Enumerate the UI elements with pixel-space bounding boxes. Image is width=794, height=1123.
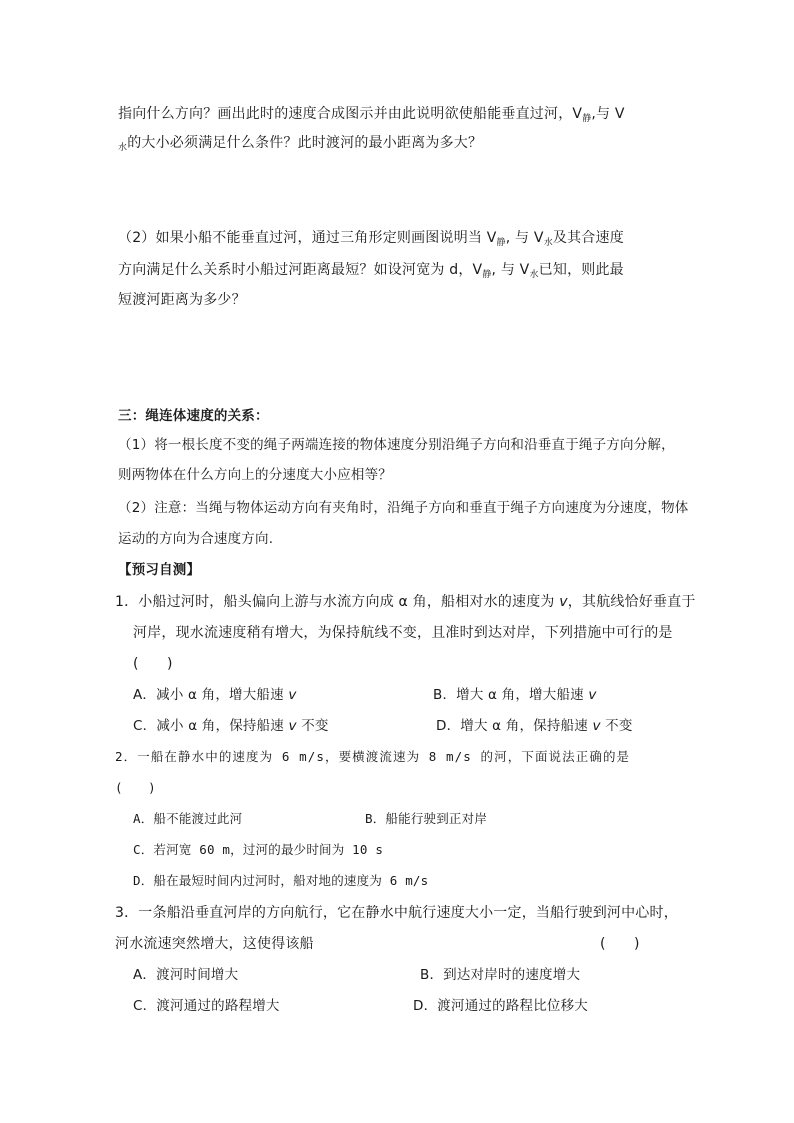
text-line: 短渡河距离为多少？	[118, 292, 246, 308]
text-line: 河岸，现水流速度稍有增大，为保持航线不变，且准时到达对岸，下列措施中可行的是	[133, 625, 673, 641]
option-b: B．船能行驶到正对岸	[365, 811, 488, 826]
text-line: 指向什么方向？画出此时的速度合成图示并由此说明欲使船能垂直过河，$V_静$,与 V	[118, 106, 625, 124]
text-line: （2）如果小船不能垂直过河，通过三角形定则画图说明当 $V_静$, 与 $V_水$及其合速度	[118, 230, 624, 248]
section-heading: 【预习自测】	[118, 562, 201, 578]
text-line: 方向满足什么关系时小船过河距离最短？如设河宽为 d，$V_静$, 与 $V_水$已知，则此最	[118, 262, 624, 280]
option-c: C．渡河通过的路程增大	[133, 998, 280, 1014]
option-c: C．减小 α 角，保持船速 v 不变	[133, 718, 329, 734]
question-1: 1．小船过河时，船头偏向上游与水流方向成 α 角，船相对水的速度为 v，其航线恰好垂直于	[115, 594, 696, 610]
option-a: A．渡河时间增大	[133, 967, 239, 983]
option-b: B．增大 α 角，增大船速 v	[433, 687, 597, 703]
text-line: （2）注意：当绳与物体运动方向有夹角时，沿绳子方向和垂直于绳子方向速度为分速度，物体	[118, 500, 689, 516]
option-a: A．船不能渡过此河	[133, 811, 243, 826]
text-line: 运动的方向为合速度方向.	[118, 531, 274, 547]
text-line: （1）将一根长度不变的绳子两端连接的物体速度分别沿绳子方向和沿垂直于绳子方向分解，	[118, 437, 675, 453]
option-b: B．到达对岸时的速度增大	[420, 967, 581, 983]
section-heading: 三：绳连体速度的关系：	[118, 408, 269, 424]
option-d: D．增大 α 角，保持船速 v 不变	[436, 718, 633, 734]
option-c: C．若河宽 60 m，过河的最少时间为 10 s	[133, 842, 384, 857]
answer-paren: ( )	[115, 780, 156, 795]
option-d: D．船在最短时间内过河时，船对地的速度为 6 m/s	[133, 873, 429, 888]
answer-paren: ( )	[600, 936, 640, 952]
option-d: D．渡河通过的路程比位移大	[413, 998, 588, 1014]
question-2: 2．一船在静水中的速度为 6 m/s，要横渡流速为 8 m/s 的河，下面说法正确的是	[115, 749, 631, 764]
text-line: 则两物体在什么方向上的分速度大小应相等？	[118, 467, 392, 483]
text-line: $_水$的大小必须满足什么条件？此时渡河的最小距离为多大？	[118, 135, 483, 153]
answer-paren: ( )	[133, 656, 173, 672]
question-3: 3．一条船沿垂直河岸的方向航行，它在静水中航行速度大小一定，当船行驶到河中心时，	[115, 905, 678, 921]
text-line: 河水流速突然增大，这使得该船	[115, 936, 314, 952]
option-a: A．减小 α 角，增大船速 v	[133, 687, 297, 703]
